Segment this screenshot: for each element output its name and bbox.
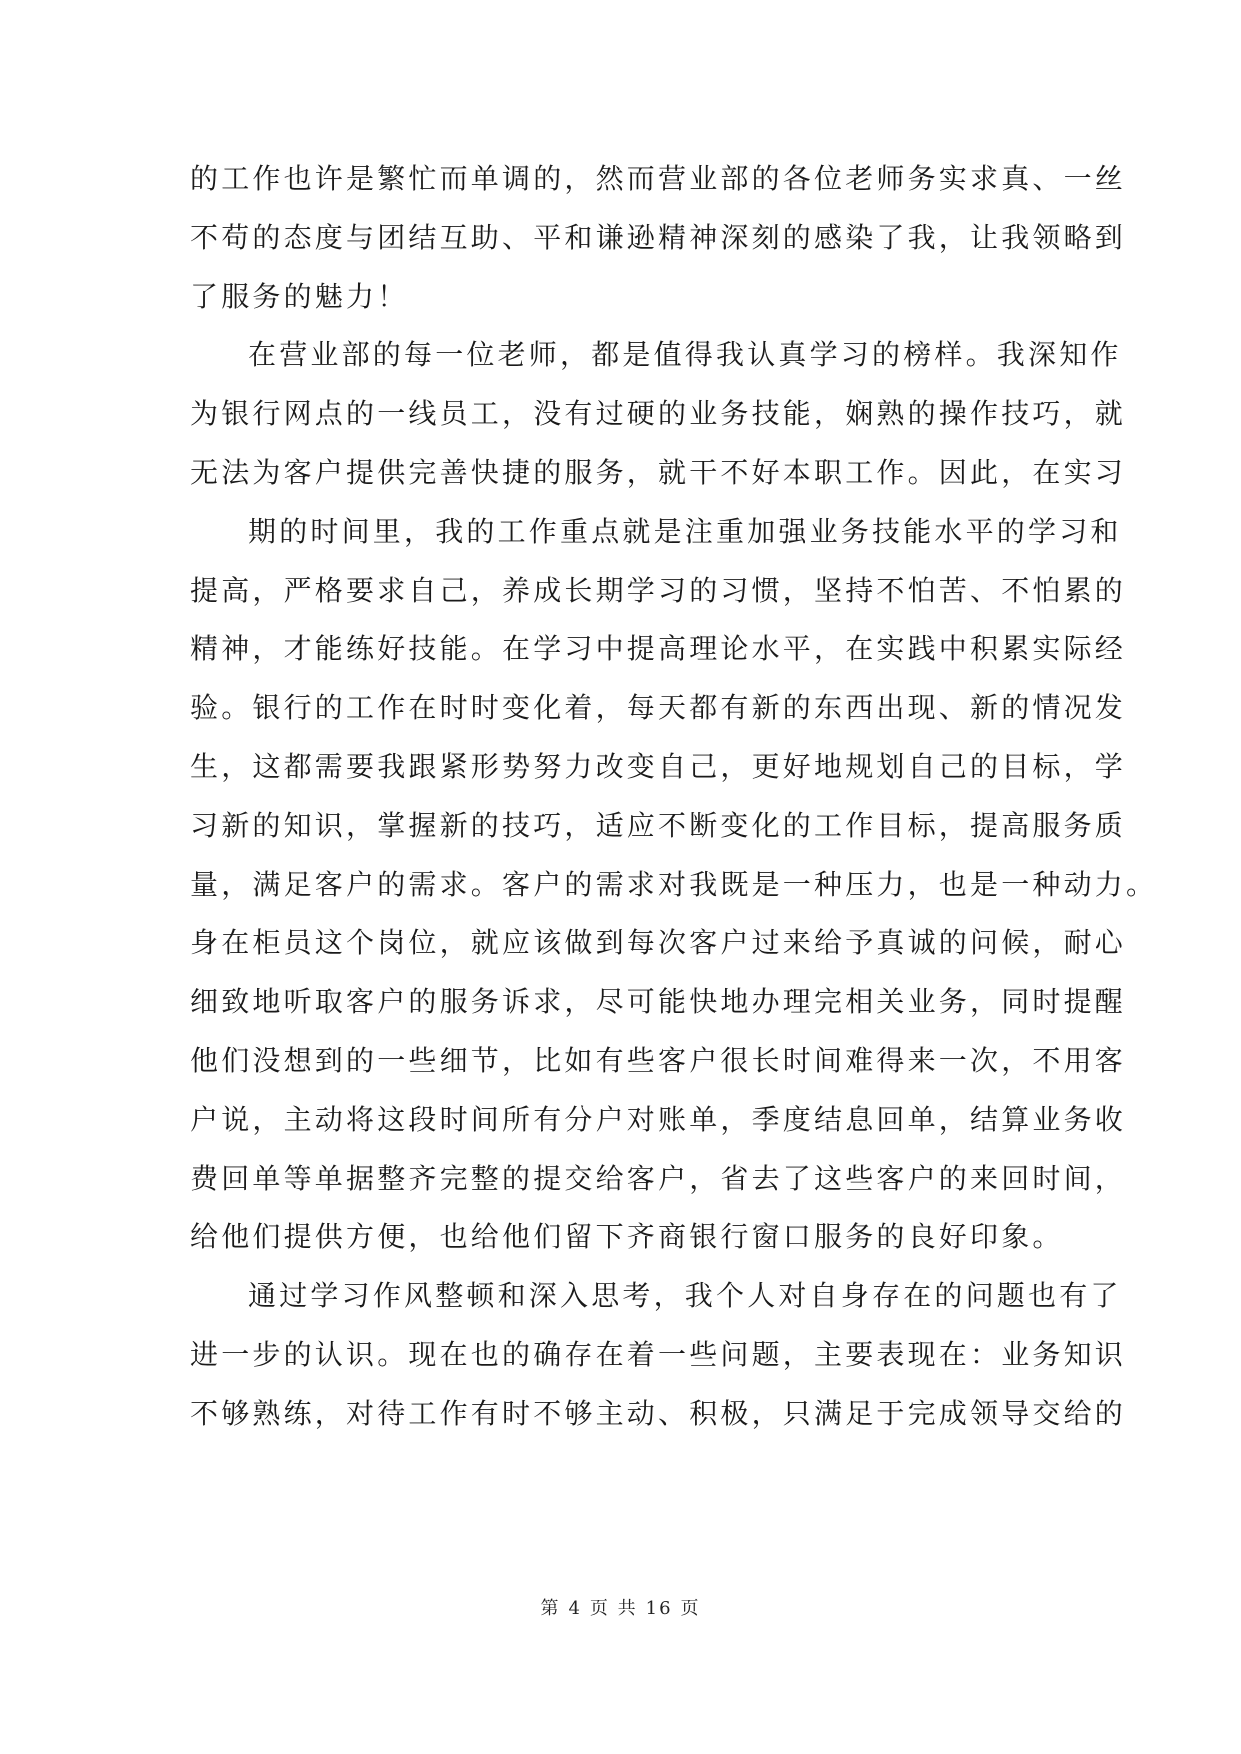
- footer-label-of: 页 共: [589, 1598, 638, 1619]
- document-body: [190, 150, 1158, 1444]
- paragraph: [190, 326, 1127, 502]
- text-line: 给他们提供方便，也给他们留下齐商银行窗口服务的良好印象。: [190, 1220, 1064, 1254]
- text-line: 户说，主动将这段时间所有分户对账单，季度结息回单，结算业务收: [190, 1102, 1127, 1136]
- text-line: 验。银行的工作在时时变化着，每天都有新的东西出现、新的情况发: [190, 691, 1127, 725]
- footer-label-page: 第: [540, 1598, 561, 1619]
- text-line: 费回单等单据整齐完整的提交给客户，省去了这些客户的来回时间，: [190, 1161, 1127, 1195]
- text-line: 无法为客户提供完善快捷的服务，就干不好本职工作。因此，在实习: [190, 455, 1127, 489]
- text-line: 期的时间里，我的工作重点就是注重加强业务技能水平的学习和: [248, 514, 1122, 548]
- footer-total-pages: 16: [645, 1598, 673, 1619]
- footer-current-page: 4: [568, 1598, 582, 1619]
- page-footer: [0, 1594, 1241, 1620]
- text-line: 生，这都需要我跟紧形势努力改变自己，更好地规划自己的目标，学: [190, 749, 1127, 783]
- text-line: 通过学习作风整顿和深入思考，我个人对自身存在的问题也有了: [248, 1279, 1122, 1313]
- text-line: 他们没想到的一些细节，比如有些客户很长时间难得来一次，不用客: [190, 1043, 1127, 1077]
- text-line: 量，满足客户的需求。客户的需求对我既是一种压力，也是一种动力。: [190, 867, 1158, 901]
- text-line: 身在柜员这个岗位，就应该做到每次客户过来给予真诚的问候，耐心: [190, 926, 1127, 960]
- text-line: 在营业部的每一位老师，都是值得我认真学习的榜样。我深知作: [248, 338, 1122, 372]
- text-line: 提高，严格要求自己，养成长期学习的习惯，坚持不怕苦、不怕累的: [190, 573, 1127, 607]
- text-line: 了服务的魅力！: [190, 279, 409, 313]
- paragraph: [190, 503, 1158, 1267]
- text-line: 细致地听取客户的服务诉求，尽可能快地办理完相关业务，同时提醒: [190, 985, 1127, 1019]
- paragraph: [190, 1267, 1127, 1443]
- text-line: 为银行网点的一线员工，没有过硬的业务技能，娴熟的操作技巧，就: [190, 397, 1127, 431]
- text-line: 不够熟练，对待工作有时不够主动、积极，只满足于完成领导交给的: [190, 1396, 1127, 1430]
- text-line: 精神，才能练好技能。在学习中提高理论水平，在实践中积累实际经: [190, 632, 1127, 666]
- paragraph: [190, 150, 1127, 326]
- text-line: 的工作也许是繁忙而单调的，然而营业部的各位老师务实求真、一丝: [190, 162, 1127, 195]
- text-line: 不苟的态度与团结互助、平和谦逊精神深刻的感染了我，让我领略到: [190, 220, 1127, 254]
- text-line: 习新的知识，掌握新的技巧，适应不断变化的工作目标，提高服务质: [190, 808, 1127, 842]
- footer-label-end: 页: [680, 1598, 701, 1619]
- text-line: 进一步的认识。现在也的确存在着一些问题，主要表现在：业务知识: [190, 1337, 1127, 1371]
